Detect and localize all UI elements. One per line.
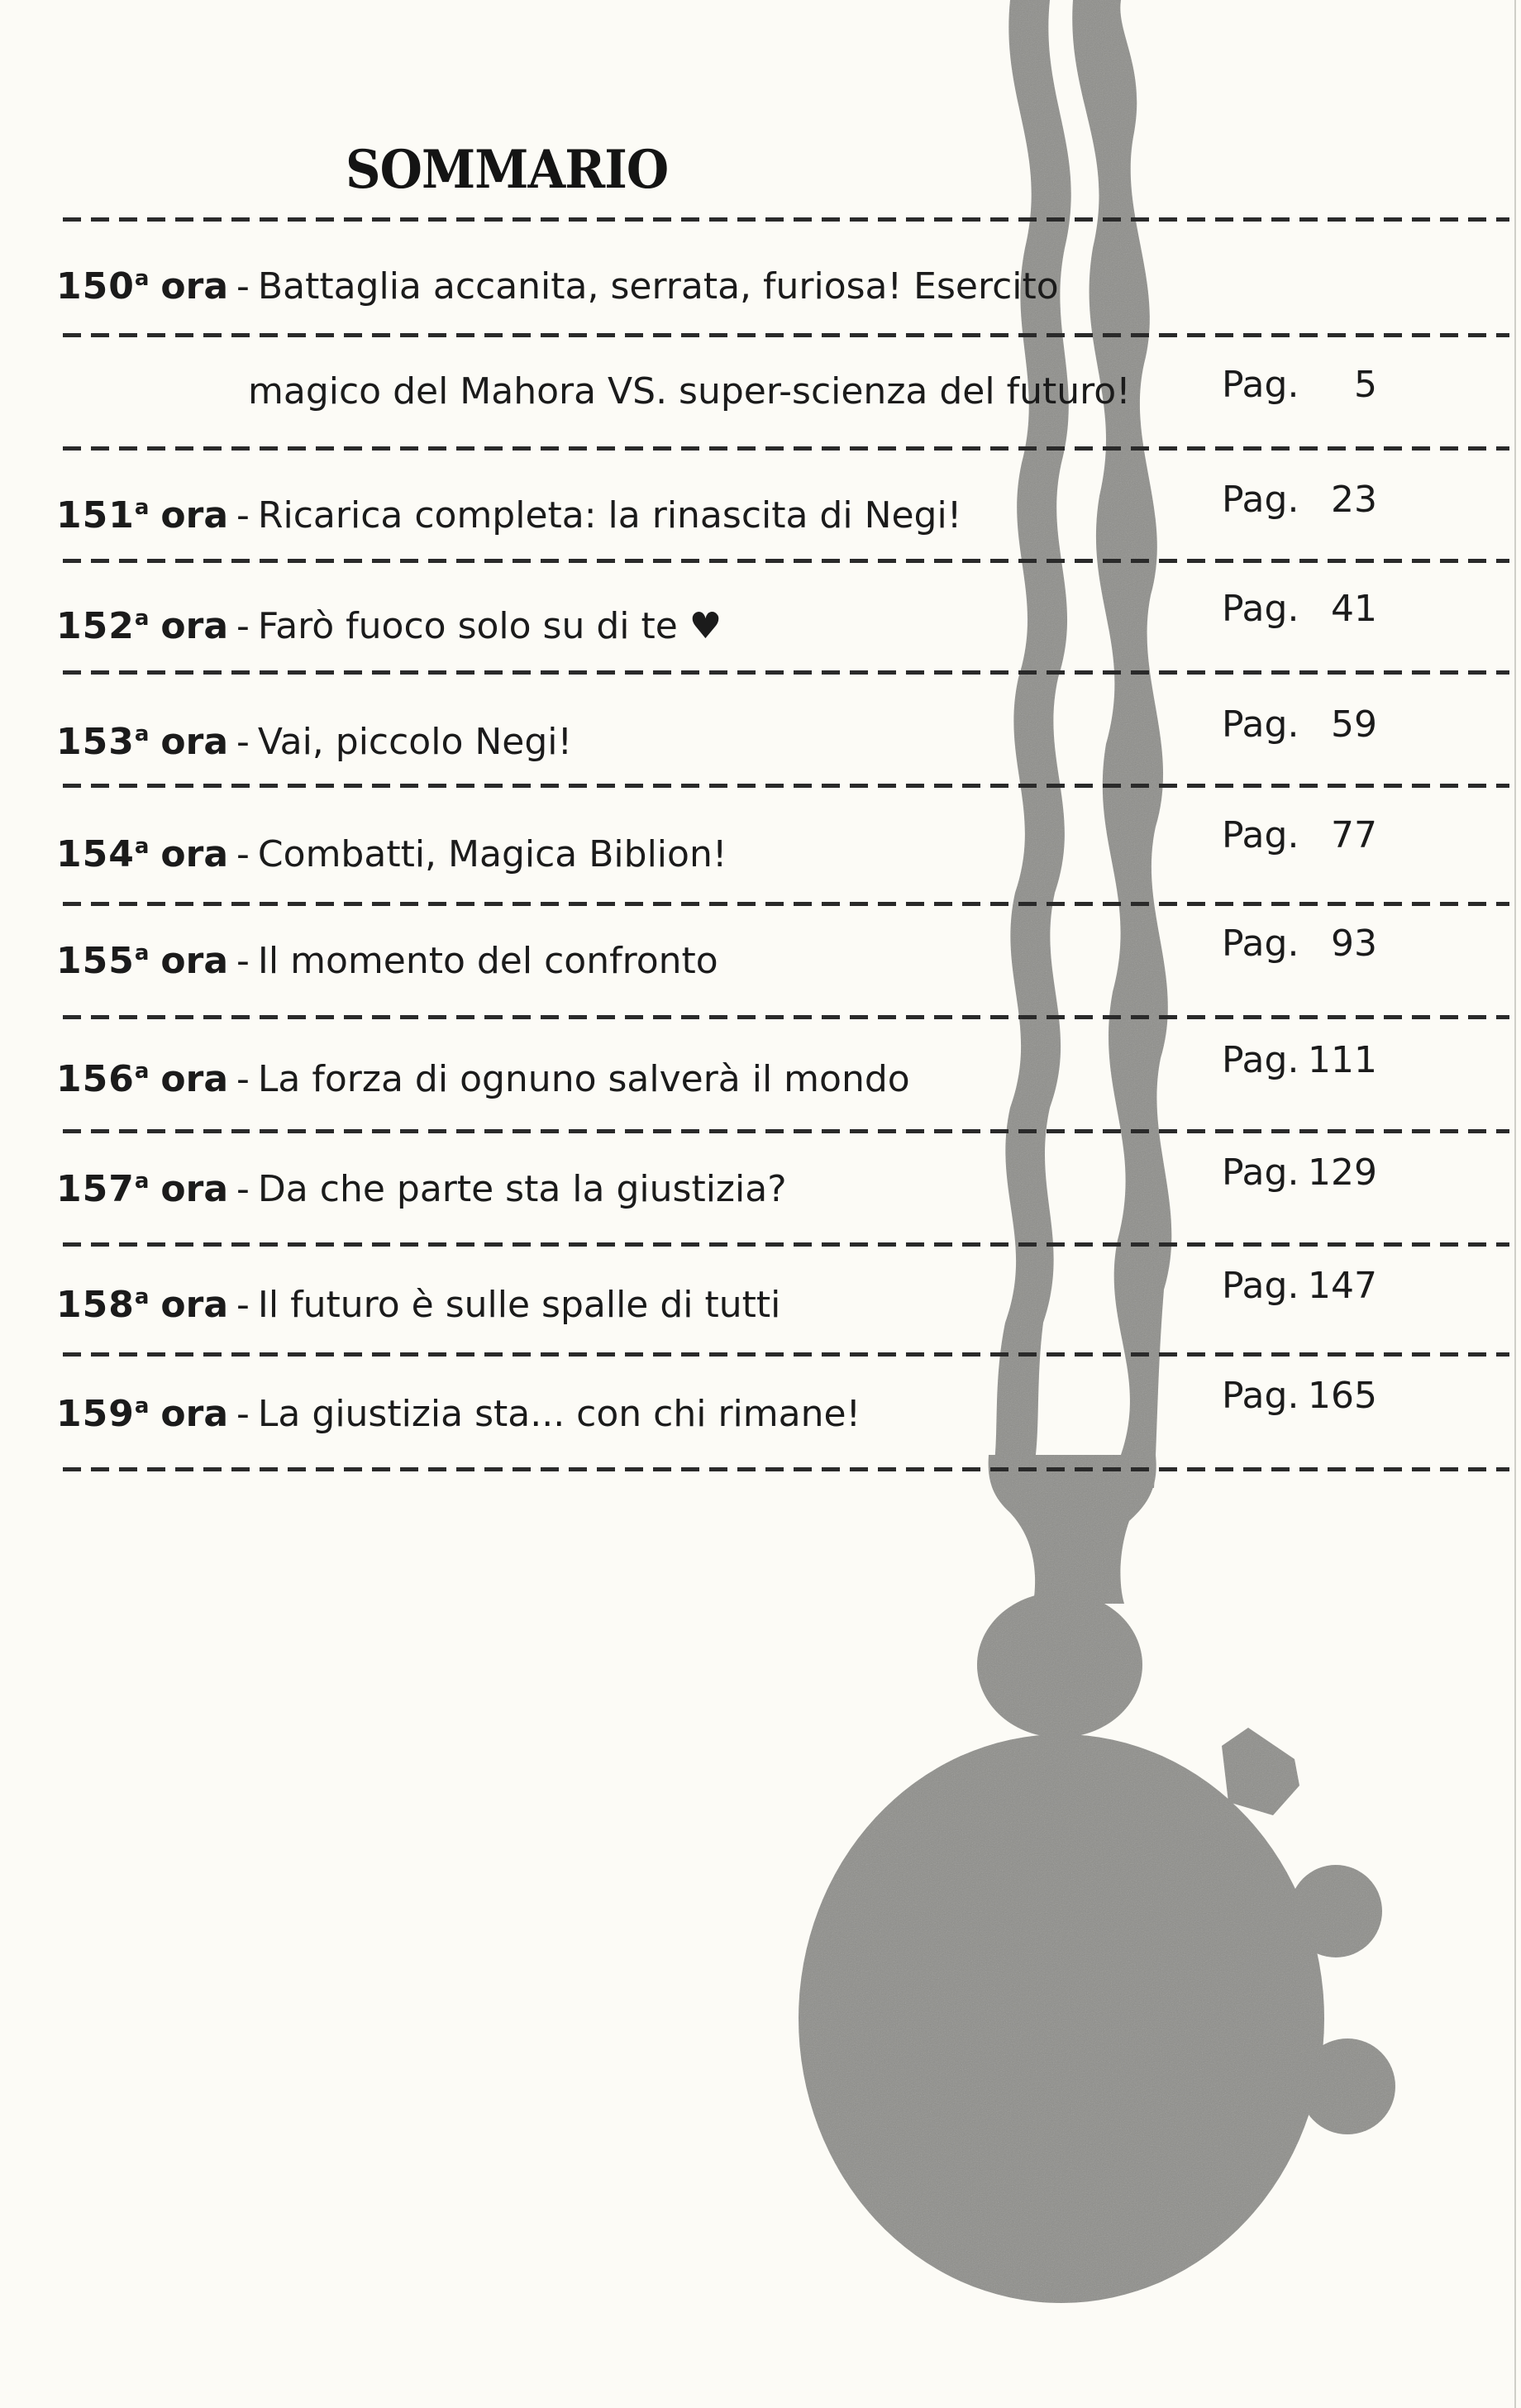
- toc-entry[interactable]: [56, 1161, 787, 1210]
- dashed-divider: [63, 784, 1509, 788]
- dashed-divider: [63, 333, 1509, 337]
- dashed-divider: [63, 446, 1509, 451]
- page-label: Pag.: [1222, 1152, 1299, 1194]
- toc-entry[interactable]: [56, 1051, 910, 1100]
- chapter-title: Il momento del confronto: [257, 940, 718, 982]
- page-number: 23: [1331, 479, 1377, 521]
- ordinal-superscript: a: [134, 1169, 150, 1194]
- separator: -: [236, 833, 250, 875]
- chapter-title: Il futuro è sulle spalle di tutti: [257, 1284, 781, 1326]
- dashed-divider: [63, 217, 1509, 222]
- chapter-title: Vai, piccolo Negi!: [257, 721, 573, 763]
- chapter-number: 152: [56, 605, 135, 647]
- chapter-title: Ricarica completa: la rinascita di Negi!: [257, 494, 962, 536]
- chapter-label: ora: [160, 494, 229, 536]
- dashed-divider: [63, 559, 1509, 563]
- chapter-label: ora: [160, 833, 229, 875]
- ordinal-superscript: a: [134, 495, 150, 520]
- page-label: Pag.: [1222, 479, 1299, 521]
- dashed-divider: [63, 1242, 1509, 1247]
- chapter-number: 159: [56, 1393, 135, 1435]
- chapter-label: ora: [160, 1058, 229, 1100]
- ordinal-superscript: a: [134, 1285, 150, 1309]
- separator: -: [236, 1393, 250, 1435]
- ordinal-superscript: a: [134, 941, 150, 966]
- page-reference[interactable]: [1222, 1376, 1377, 1417]
- ordinal-superscript: a: [134, 606, 150, 631]
- chapter-number: 150: [56, 265, 135, 308]
- separator: -: [236, 494, 250, 536]
- chapter-number: 153: [56, 721, 135, 763]
- page-number: 5: [1354, 364, 1377, 406]
- page-label: Pag.: [1222, 703, 1299, 746]
- page-reference[interactable]: [1222, 1266, 1377, 1307]
- toc-entry[interactable]: [56, 1276, 780, 1326]
- page-reference[interactable]: [1222, 1040, 1377, 1081]
- page-reference[interactable]: [1222, 704, 1377, 746]
- page-number: 111: [1308, 1039, 1377, 1081]
- ordinal-superscript: a: [134, 722, 150, 746]
- dashed-divider: [63, 1129, 1509, 1133]
- chapter-number: 157: [56, 1168, 135, 1210]
- ordinal-superscript: a: [134, 834, 150, 859]
- page-label: Pag.: [1222, 364, 1299, 406]
- chapter-number: 155: [56, 940, 135, 982]
- page-label: Pag.: [1222, 588, 1299, 630]
- chapter-number: 154: [56, 833, 135, 875]
- chapter-title-continuation: magico del Mahora VS. super-scienza del futuro!: [248, 370, 1131, 412]
- chapter-label: ora: [160, 940, 229, 982]
- chapter-label: ora: [160, 605, 229, 647]
- chapter-number: 151: [56, 494, 135, 536]
- page-number: 41: [1331, 588, 1377, 630]
- chapter-number: 158: [56, 1284, 135, 1326]
- page-reference[interactable]: [1222, 1152, 1377, 1194]
- separator: -: [236, 605, 250, 647]
- separator: -: [236, 1058, 250, 1100]
- toc-entry[interactable]: [56, 1385, 861, 1435]
- toc-entry[interactable]: [56, 487, 961, 536]
- chapter-number: 156: [56, 1058, 135, 1100]
- separator: -: [236, 1168, 250, 1210]
- chapter-label: ora: [160, 721, 229, 763]
- toc-entry[interactable]: [56, 258, 1059, 308]
- ordinal-superscript: a: [134, 1059, 150, 1084]
- separator: -: [236, 940, 250, 982]
- page-label: Pag.: [1222, 1375, 1299, 1417]
- chapter-title: Farò fuoco solo su di te ♥: [257, 605, 722, 647]
- page-reference[interactable]: [1222, 365, 1377, 406]
- page-number: 93: [1331, 923, 1377, 965]
- separator: -: [236, 1284, 250, 1326]
- chapter-label: ora: [160, 1168, 229, 1210]
- page-number: 147: [1308, 1265, 1377, 1307]
- toc-entry[interactable]: [56, 932, 718, 982]
- page-label: Pag.: [1222, 923, 1299, 965]
- toc-entry[interactable]: [56, 598, 722, 647]
- dashed-divider: [63, 1352, 1509, 1357]
- page-number: 165: [1308, 1375, 1377, 1417]
- dashed-divider: [63, 902, 1509, 906]
- chapter-title: La forza di ognuno salverà il mondo: [257, 1058, 910, 1100]
- page-reference[interactable]: [1222, 479, 1377, 521]
- page-number: 129: [1308, 1152, 1377, 1194]
- page-reference[interactable]: [1222, 589, 1377, 630]
- toc-entry[interactable]: [56, 713, 572, 763]
- chapter-title: Combatti, Magica Biblion!: [257, 833, 727, 875]
- page-number: 59: [1331, 703, 1377, 746]
- chapter-title: La giustizia sta... con chi rimane!: [257, 1393, 861, 1435]
- chapter-label: ora: [160, 1284, 229, 1326]
- page-label: Pag.: [1222, 1039, 1299, 1081]
- page-label: Pag.: [1222, 1265, 1299, 1307]
- separator: -: [236, 721, 250, 763]
- page-reference[interactable]: [1222, 923, 1377, 965]
- page-title: SOMMARIO: [346, 139, 669, 201]
- chapter-label: ora: [160, 1393, 229, 1435]
- chapter-title: Battaglia accanita, serrata, furiosa! Esercito: [257, 265, 1059, 308]
- page-label: Pag.: [1222, 814, 1299, 856]
- separator: -: [236, 265, 250, 308]
- page-reference[interactable]: [1222, 815, 1377, 856]
- dashed-divider: [63, 1015, 1509, 1019]
- dashed-divider: [63, 670, 1509, 675]
- chapter-label: ora: [160, 265, 229, 308]
- dashed-divider: [63, 1467, 1509, 1471]
- ordinal-superscript: a: [134, 1394, 150, 1419]
- toc-entry[interactable]: [56, 826, 727, 875]
- ordinal-superscript: a: [134, 266, 150, 291]
- chapter-title: Da che parte sta la giustizia?: [257, 1168, 787, 1210]
- page-number: 77: [1331, 814, 1377, 856]
